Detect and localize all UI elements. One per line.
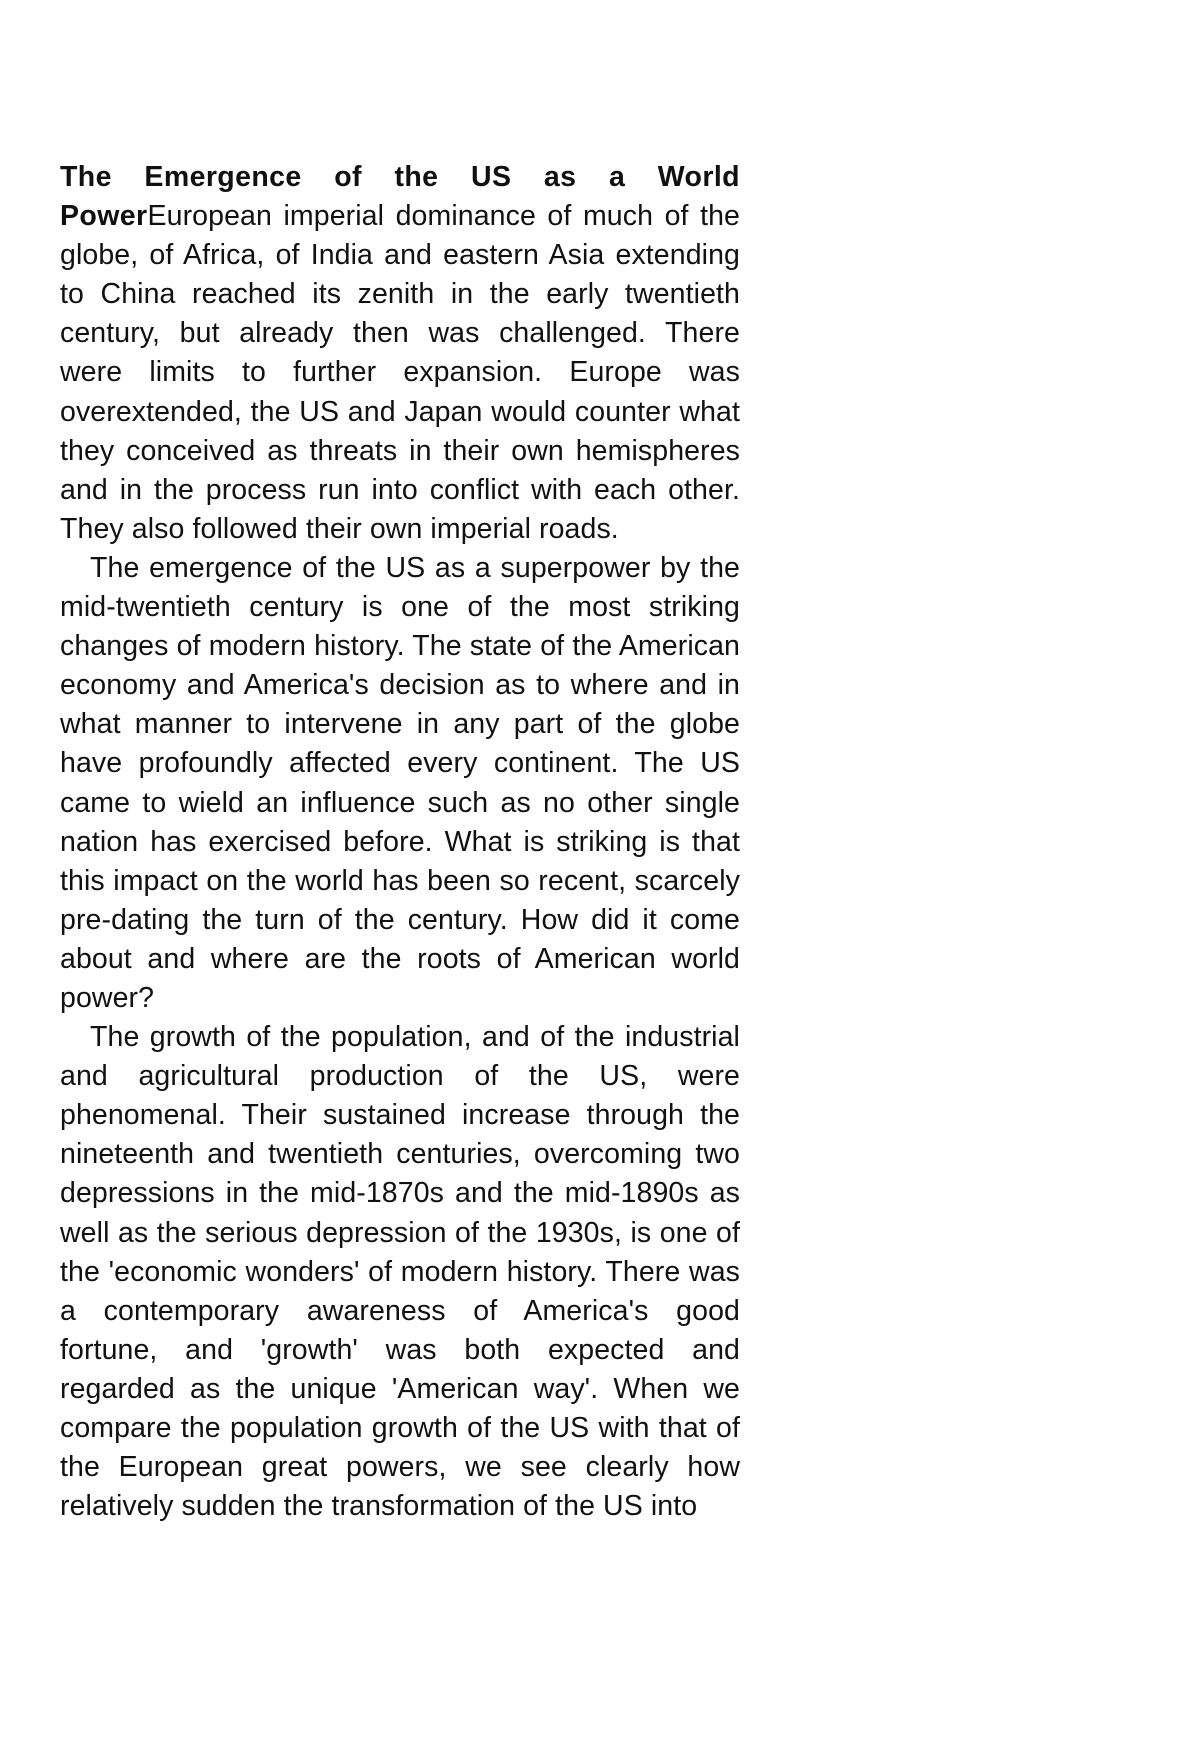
paragraph-1 bbox=[60, 158, 740, 549]
document-heading: The Emergence of the US as a World Power bbox=[60, 161, 740, 233]
paragraph-2: The emergence of the US as a superpower by the mid-twentieth century is one of the most striking changes of modern history. The state of the American economy and America's decision as to where and in what manner to intervene in any part of the globe have profoundly affected every continent. The US came to wield an influence such as no other single nation has exercised before. What is striking is that this impact on the world has been so recent, scarcely pre-dating the turn of the century. How did it come about and where are the roots of American world power? bbox=[60, 551, 740, 1014]
paragraph-3: The growth of the population, and of the industrial and agricultural production of the US, were phenomenal. Their sustained increase through the nineteenth and twentieth centuries, overcoming two depressions in the mid-1870s and the mid-1890s as well as the serious depression of the 1930s, is one of the 'economic wonders' of modern history. There was a contemporary awareness of America's good fortune, and 'growth' was both expected and regarded as the unique 'American way'. When we compare the population growth of the US with that of the European great powers, we see clearly how relatively sudden the transformation of the US into bbox=[60, 1021, 740, 1523]
paragraph-1-text: European imperial dominance of much of the globe, of Africa, of India and eastern Asia extending to China reached its zenith in the early twentieth century, but already then was challenged. There were limits to further expansion. Europe was overextended, the US and Japan would counter what they conceived as threats in their own hemispheres and in the process run into conflict with each other. They also followed their own imperial roads. bbox=[60, 200, 740, 545]
document-page bbox=[60, 158, 740, 1526]
